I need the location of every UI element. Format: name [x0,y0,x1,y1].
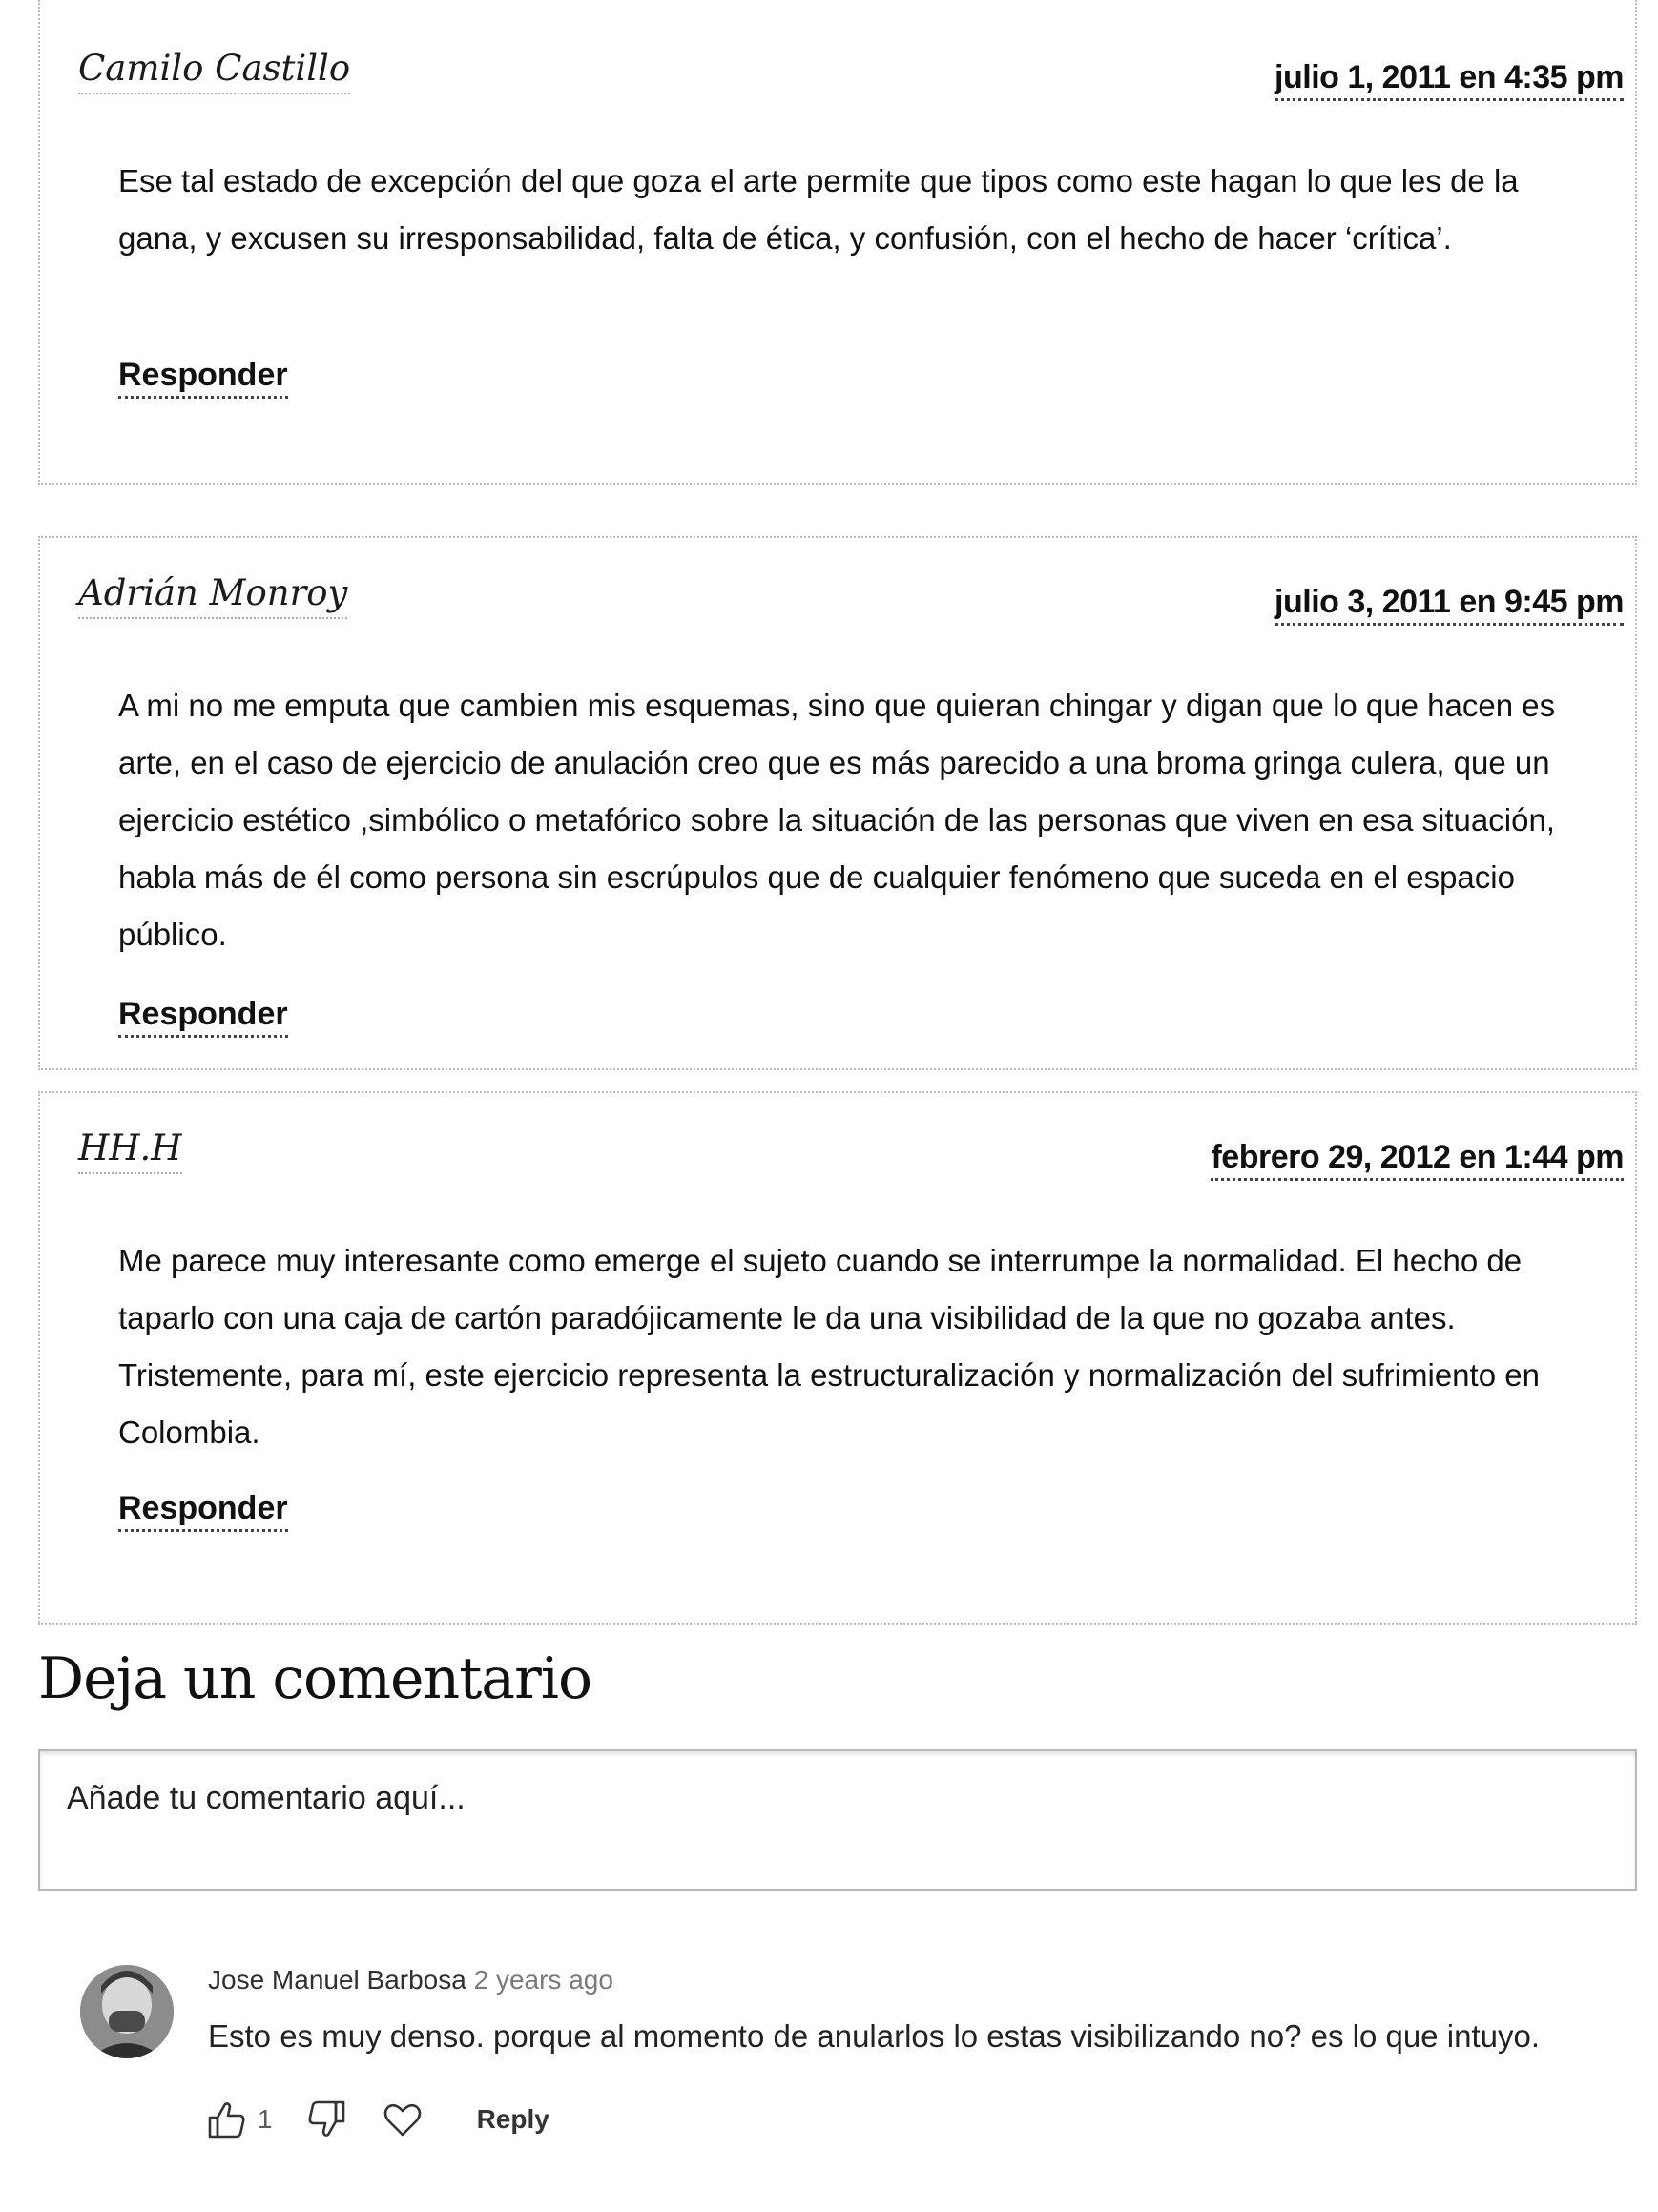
comment-body: Ese tal estado de excepción del que goza el arte permite que tipos como este hagan lo que les de la gana, y excusen su irresponsabilidad, falta de ética, y confusión, con el hecho de hacer ‘crítica’. [118,163,1519,256]
comment-textarea[interactable] [40,1751,1635,1889]
thumbs-up-icon[interactable] [204,2097,250,2142]
social-comment [80,1955,1606,2165]
social-comment-actions [204,2091,549,2148]
like-count: 1 [258,2104,273,2134]
reply-link[interactable]: Responder [118,357,288,399]
comment-author[interactable]: Adrián Monroy [78,572,347,619]
comment-date-link[interactable]: julio 1, 2011 en 4:35 pm [1275,59,1624,101]
comment-date-link[interactable]: julio 3, 2011 en 9:45 pm [1275,584,1624,626]
social-comment-text: Esto es muy denso. porque al momento de anularlos lo estas visibilizando no? es lo que intuyo. [208,2018,1540,2054]
leave-comment-heading: Deja un comentario [38,1645,592,1712]
social-reply-button[interactable]: Reply [476,2104,549,2134]
comment-card [38,536,1637,1070]
comment-date-link[interactable]: febrero 29, 2012 en 1:44 pm [1211,1139,1624,1181]
comment-author[interactable]: Camilo Castillo [78,48,350,94]
comment-card [38,0,1637,485]
comment-author[interactable]: HH.H [78,1127,182,1174]
comment-body: Me parece muy interesante como emerge el sujeto cuando se interrumpe la normalidad. El hecho de taparlo con una caja de cartón paradójicamente le da una visibilidad de la que no gozaba antes. Tristemente, para mí, este ejercicio representa la estructuralización y normalización del sufrimiento en Colombia. [118,1243,1540,1450]
social-comment-time[interactable]: 2 years ago [473,1965,613,1995]
comment-input-box [38,1749,1637,1891]
comment-body: A mi no me emputa que cambien mis esquemas, sino que quieran chingar y digan que lo que hacen es arte, en el caso de ejercicio de anulación creo que es más parecido a una broma gringa culera, que un ejercicio estético ,simbólico o metafórico sobre la situación de las personas que viven en esa situación, habla más de él como persona sin escrúpulos que de cualquier fenómeno que suceda en el espacio público. [118,688,1556,952]
thumbs-down-icon[interactable] [303,2097,349,2142]
social-comment-author[interactable]: Jose Manuel Barbosa [208,1965,466,1995]
avatar-image [80,1965,174,2058]
reply-link[interactable]: Responder [118,996,288,1038]
comment-card [38,1091,1637,1625]
heart-icon[interactable] [380,2097,425,2142]
social-comment-header [208,1965,613,1995]
reply-link[interactable]: Responder [118,1490,288,1532]
avatar[interactable] [80,1965,174,2058]
